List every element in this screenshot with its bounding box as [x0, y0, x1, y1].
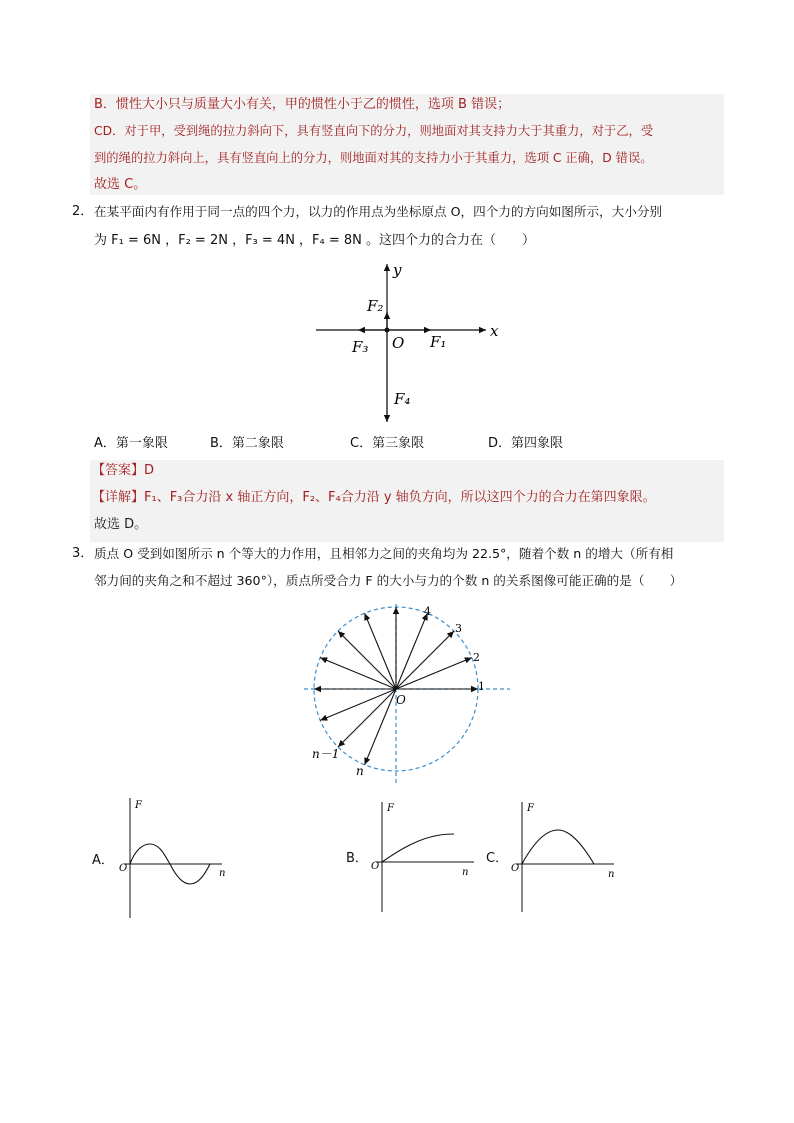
- q3-graph-b-y-label: F: [387, 803, 394, 814]
- q3-label-n: n: [356, 764, 364, 778]
- q3-graph-b: [362, 800, 482, 915]
- q3-graph-a-option: A．: [92, 853, 114, 868]
- q3-number: 3．: [72, 546, 94, 561]
- q3-label-3: 3: [455, 622, 462, 635]
- q3-graph-a-y-label: F: [135, 800, 142, 811]
- q3-force-circle-diagram: [300, 600, 520, 785]
- q3-force-arrow: [338, 689, 396, 747]
- q2-option-c: C．第三象限: [350, 436, 425, 451]
- q2-option-b: B．第二象限: [210, 436, 284, 451]
- q3-force-arrow: [338, 631, 396, 689]
- q3-graph-b-x-label: n: [462, 867, 469, 878]
- q3-graph-c-curve: [522, 830, 594, 864]
- q3-graph-a: [110, 796, 230, 921]
- q3-label-n-minus-1: n－1: [312, 747, 340, 761]
- q3-label-2: 2: [473, 651, 480, 664]
- q3-graph-a-x-label: n: [219, 868, 226, 879]
- q2-stem-line-2: 为 F₁ = 6N ，F₂ = 2N ，F₃ = 4N ，F₄ = 8N 。这四个力的合力在（ ）: [94, 233, 536, 248]
- prev-solution-conclusion: 故选 C。: [94, 177, 147, 192]
- q2-f1-label: F₁: [430, 333, 447, 351]
- q3-graph-c-x-label: n: [608, 869, 615, 880]
- q2-detail-line: 【详解】F₁、F₃合力沿 x 轴正方向，F₂、F₄合力沿 y 轴负方向，所以这四个力的合力在第四象限。: [92, 490, 656, 505]
- prev-solution-line-cd-2: 到的绳的拉力斜向上，具有竖直向上的分力，则地面对其的支持力小于其重力，选项 C 正确，D 错误。: [94, 151, 653, 165]
- q3-force-arrow: [396, 631, 454, 689]
- q2-f4-label: F₄: [394, 390, 411, 408]
- q2-stem-line-1: 在某平面内有作用于同一点的四个力，以力的作用点为坐标原点 O，四个力的方向如图所示，大小分别: [94, 204, 663, 219]
- q2-y-label: y: [393, 261, 402, 279]
- q2-number: 2．: [72, 204, 94, 219]
- q2-conclusion: 故选 D。: [94, 517, 148, 532]
- prev-solution-line-cd-1: CD．对于甲，受到绳的拉力斜向下，具有竖直向下的分力，则地面对其支持力大于其重力，对于乙，受: [94, 124, 654, 138]
- q3-graph-c-y-label: F: [527, 803, 534, 814]
- q3-graph-c-origin: O: [511, 863, 520, 874]
- prev-solution-line-b: B．惯性大小只与质量大小有关，甲的惯性小于乙的惯性，选项 B 错误；: [94, 97, 511, 112]
- q2-f3-label: F₃: [352, 338, 369, 356]
- q3-graph-b-curve: [382, 834, 454, 862]
- q3-graph-b-option: B．: [346, 851, 368, 866]
- q3-graph-c-option: C．: [486, 851, 509, 866]
- q3-stem-line-2: 邻力间的夹角之和不超过 360°），质点所受合力 F 的大小与力的个数 n 的关系图像可能正确的是（ ）: [94, 573, 683, 588]
- q2-f2-label: F₂: [367, 297, 384, 315]
- q3-stem-line-1: 质点 O 受到如图所示 n 个等大的力作用，且相邻力之间的夹角均为 22.5°，随着个数 n 的增大（所有相: [94, 546, 674, 561]
- q3-graph-c: [502, 800, 622, 915]
- q3-graph-b-origin: O: [371, 861, 380, 872]
- q2-origin-dot: [385, 328, 390, 333]
- q2-x-label: x: [490, 322, 499, 340]
- q3-graph-a-origin: O: [119, 863, 128, 874]
- q3-origin-label: O: [396, 693, 406, 707]
- q2-force-diagram: [300, 258, 510, 428]
- q2-option-a: A．第一象限: [94, 436, 168, 451]
- q3-label-4: 4: [424, 605, 431, 618]
- q2-option-d: D．第四象限: [488, 436, 564, 451]
- q2-origin-label: O: [392, 334, 405, 352]
- q3-label-1: 1: [478, 680, 485, 693]
- q2-answer-line: 【答案】D: [92, 463, 155, 478]
